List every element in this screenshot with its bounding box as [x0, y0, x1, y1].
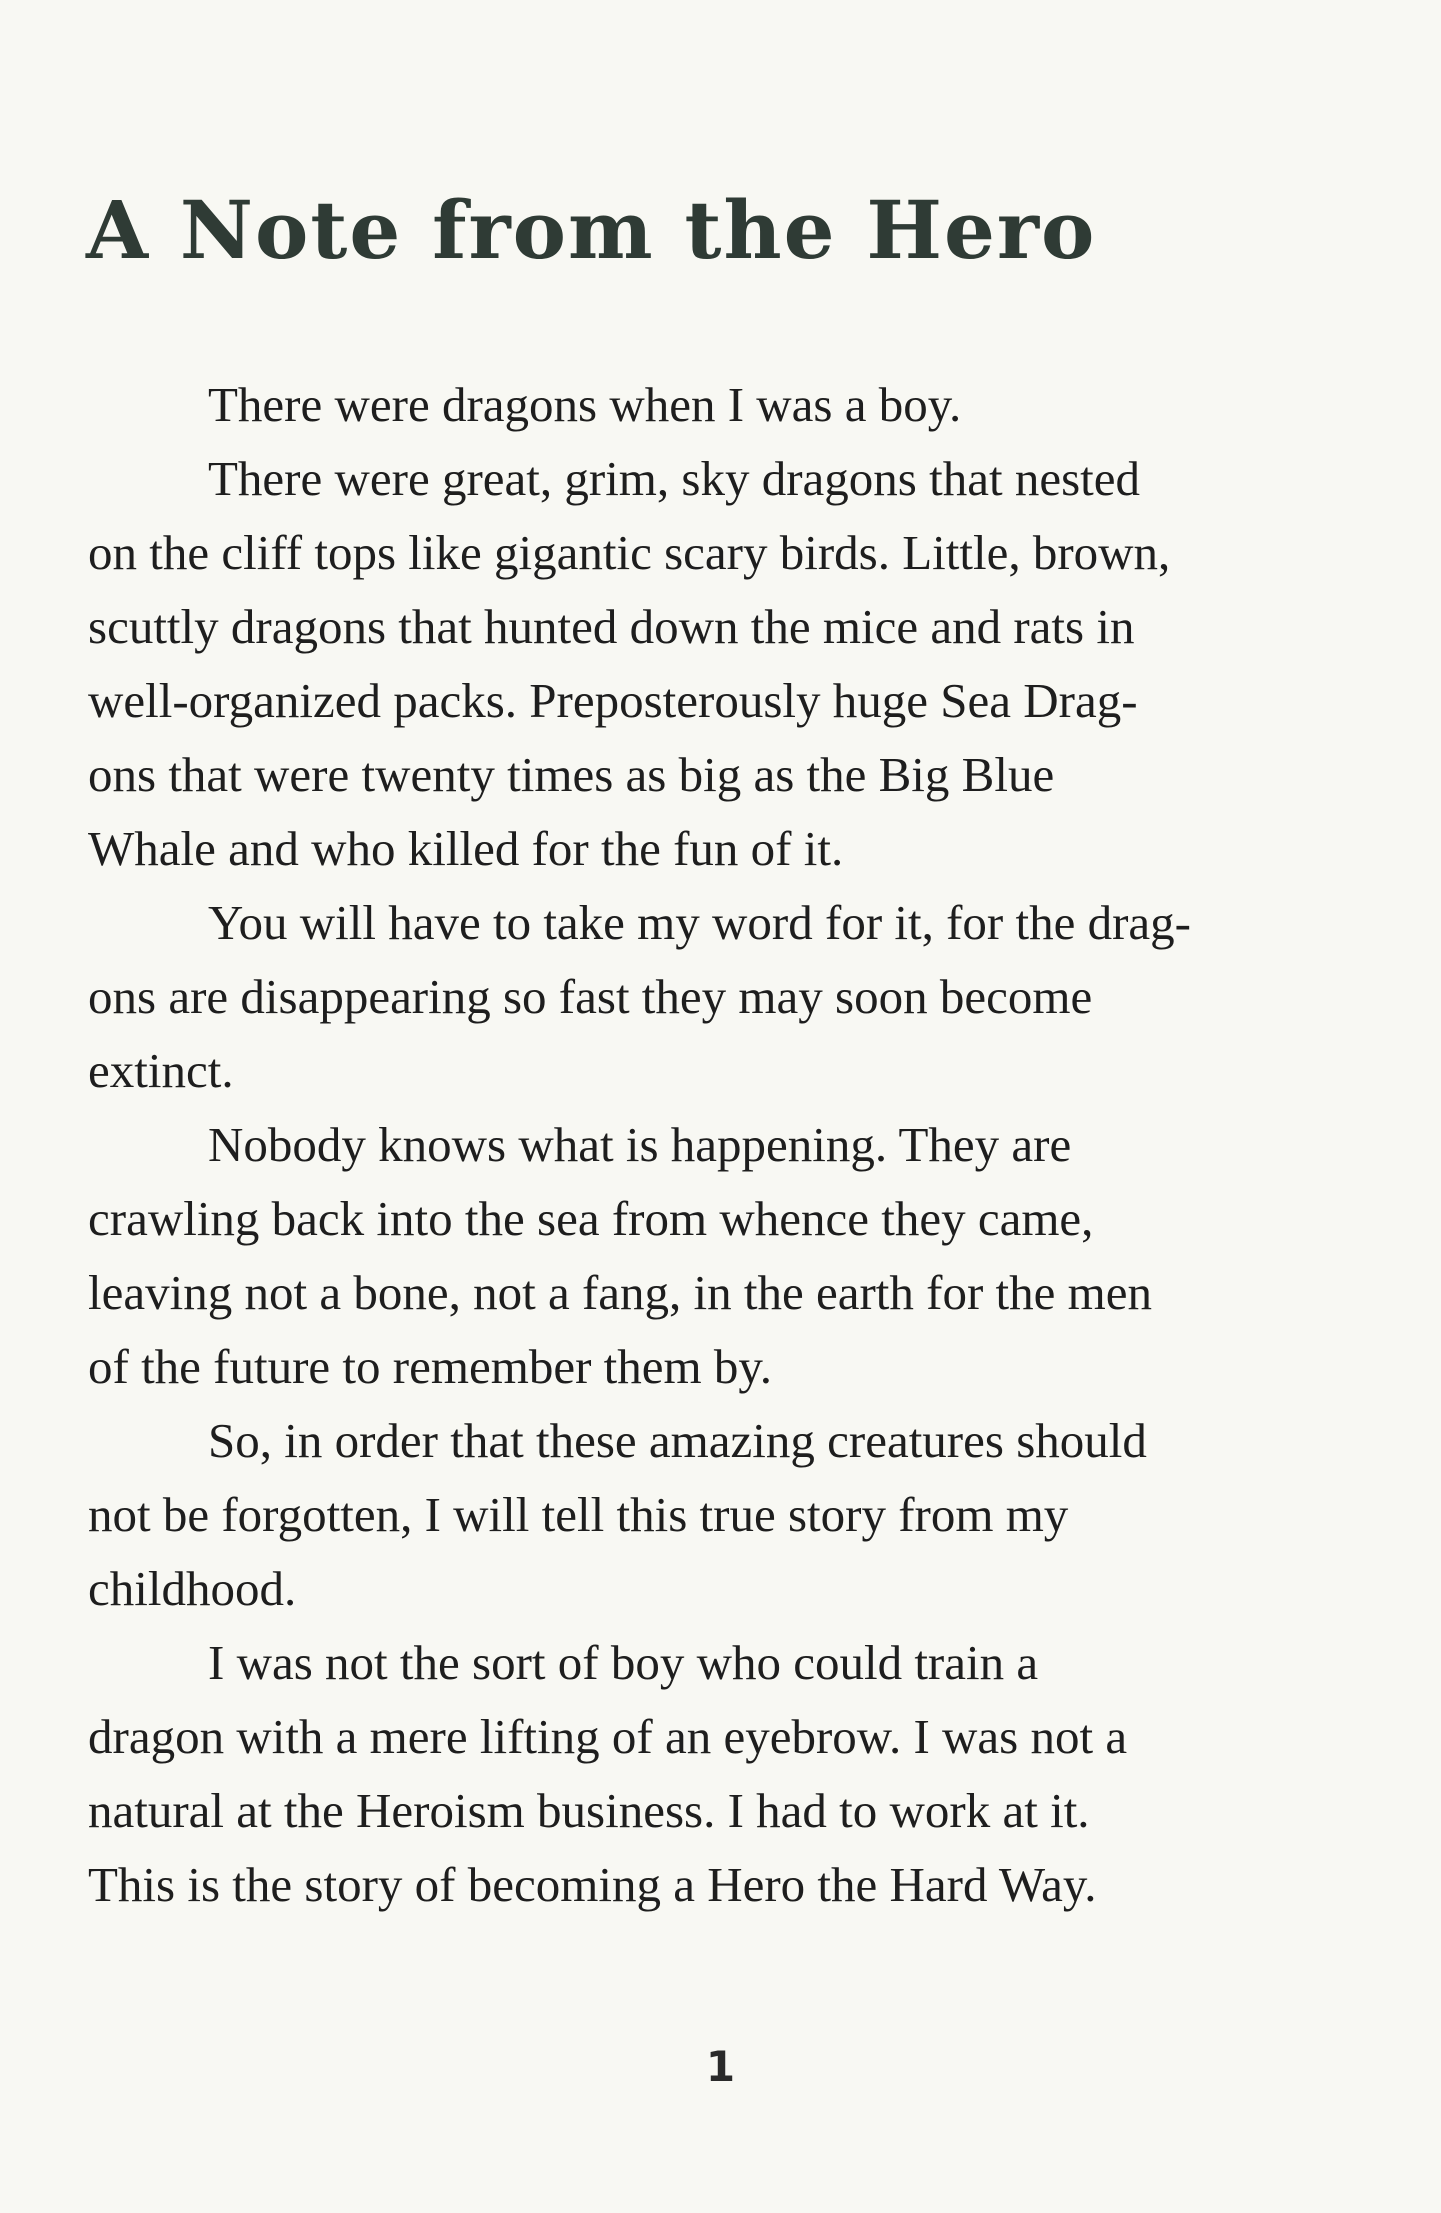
paragraph-2	[88, 442, 1268, 886]
text-line: natural at the Heroism business. I had to work at it.	[88, 1783, 1090, 1838]
text-line: on the cliff tops like gigantic scary birds. Little, brown,	[88, 525, 1171, 580]
page-number: 1	[705, 2042, 736, 2091]
paragraph-3	[88, 886, 1268, 1108]
text-line: ons that were twenty times as big as the Big Blue	[88, 747, 1055, 802]
text-line: There were dragons when I was a boy.	[208, 377, 962, 432]
paragraph-5	[88, 1404, 1268, 1626]
text-line: Nobody knows what is happening. They are	[208, 1117, 1072, 1172]
text-line: scuttly dragons that hunted down the mice and rats in	[88, 599, 1135, 654]
text-line: Whale and who killed for the fun of it.	[88, 821, 844, 876]
text-line: crawling back into the sea from whence they came,	[88, 1191, 1094, 1246]
paragraph-1	[88, 368, 1268, 442]
text-line: childhood.	[88, 1561, 297, 1616]
text-line: dragon with a mere lifting of an eyebrow. I was not a	[88, 1709, 1128, 1764]
paragraph-6	[88, 1626, 1268, 1922]
text-line: This is the story of becoming a Hero the Hard Way.	[88, 1857, 1097, 1912]
text-line: of the future to remember them by.	[88, 1339, 772, 1394]
text-line: There were great, grim, sky dragons that nested	[208, 451, 1141, 506]
text-line: I was not the sort of boy who could train a	[208, 1635, 1039, 1690]
text-line: ons are disappearing so fast they may soon become	[88, 969, 1093, 1024]
text-line: extinct.	[88, 1043, 234, 1098]
text-line: leaving not a bone, not a fang, in the earth for the men	[88, 1265, 1153, 1320]
text-line: well-organized packs. Preposterously huge Sea Drag-	[88, 673, 1138, 728]
chapter-title: A Note from the Hero	[86, 183, 1097, 277]
text-line: not be forgotten, I will tell this true story from my	[88, 1487, 1069, 1542]
paragraph-4	[88, 1108, 1268, 1404]
body-text	[88, 368, 1268, 1922]
text-line: You will have to take my word for it, for the drag-	[208, 895, 1191, 950]
text-line: So, in order that these amazing creatures should	[208, 1413, 1147, 1468]
